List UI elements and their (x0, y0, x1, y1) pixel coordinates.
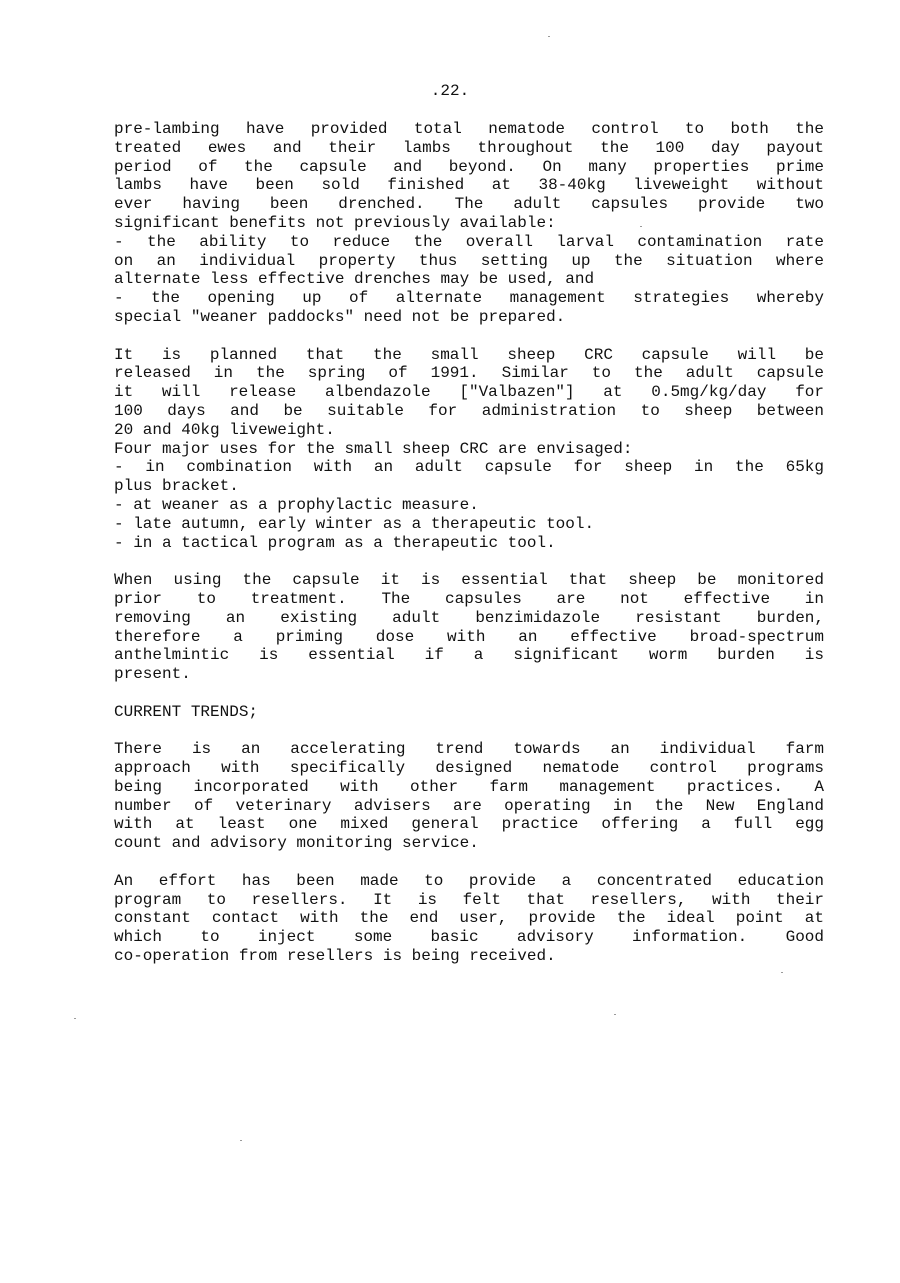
text-line: prior to treatment. The capsules are not effective in (114, 589, 824, 608)
text-line: alternate less effective drenches may be used, and (114, 270, 595, 289)
text-line: approach with specifically designed nematode control programs (114, 759, 824, 778)
text-line: therefore a priming dose with an effective broad-spectrum (114, 627, 824, 646)
text-line: with at least one mixed general practice offering a full egg (114, 815, 824, 834)
text-line: ever having been drenched. The adult capsules provide two (114, 195, 824, 214)
scan-speck (614, 1014, 616, 1015)
text-line: being incorporated with other farm management practices. A (114, 777, 824, 796)
text-line: released in the spring of 1991. Similar to the adult capsule (114, 364, 824, 383)
text-line: - late autumn, early winter as a therapeutic tool. (114, 514, 595, 533)
text-line: period of the capsule and beyond. On many properties prime (114, 157, 824, 176)
document-body (114, 120, 824, 966)
text-line: constant contact with the end user, provide the ideal point at (114, 909, 824, 928)
text-line: removing an existing adult benzimidazole resistant burden, (114, 608, 824, 627)
text-line: - at weaner as a prophylactic measure. (114, 495, 479, 514)
text-line: number of veterinary advisers are operating in the New England (114, 796, 824, 815)
text-line: - in combination with an adult capsule for sheep in the 65kg (114, 458, 824, 477)
text-line: lambs have been sold finished at 38-40kg liveweight without (114, 176, 824, 195)
text-line: co-operation from resellers is being received. (114, 947, 556, 966)
text-line: anthelmintic is essential if a significant worm burden is (114, 646, 824, 665)
text-line: on an individual property thus setting up the situation where (114, 251, 824, 270)
text-line: - the opening up of alternate management strategies whereby (114, 289, 824, 308)
text-line: An effort has been made to provide a concentrated education (114, 871, 824, 890)
text-line: count and advisory monitoring service. (114, 834, 479, 853)
text-line: present. (114, 665, 191, 684)
text-line: it will release albendazole ["Valbazen"] at 0.5mg/kg/day for (114, 383, 824, 402)
text-line: 20 and 40kg liveweight. (114, 420, 335, 439)
scan-speck (548, 36, 550, 37)
text-line: program to resellers. It is felt that resellers, with their (114, 890, 824, 909)
paragraph-current-trends (114, 740, 824, 853)
text-line: - the ability to reduce the overall larval contamination rate (114, 232, 824, 251)
text-line: significant benefits not previously available: (114, 213, 556, 232)
text-line: - in a tactical program as a therapeutic tool. (114, 533, 556, 552)
paragraph-capsule-monitoring (114, 571, 824, 684)
paragraph-small-sheep-capsule (114, 346, 824, 553)
text-line: treated ewes and their lambs throughout the 100 day payout (114, 138, 824, 157)
scan-speck (640, 226, 642, 227)
scan-speck (781, 972, 783, 973)
scan-speck (74, 1018, 76, 1019)
scan-speck (240, 1140, 242, 1141)
paragraph-capsule-benefits (114, 120, 824, 327)
text-line: 100 days and be suitable for administration to sheep between (114, 401, 824, 420)
paragraph-reseller-education (114, 872, 824, 966)
text-line: Four major uses for the small sheep CRC are envisaged: (114, 439, 633, 458)
text-line: pre-lambing have provided total nematode control to both the (114, 120, 824, 138)
text-line: plus bracket. (114, 477, 239, 496)
section-heading-text: CURRENT TRENDS; (114, 702, 259, 721)
text-line: When using the capsule it is essential that sheep be monitored (114, 571, 824, 590)
page-number: .22. (430, 82, 470, 100)
text-line: It is planned that the small sheep CRC capsule will be (114, 345, 824, 364)
text-line: There is an accelerating trend towards an individual farm (114, 740, 824, 759)
text-line: special "weaner paddocks" need not be prepared. (114, 307, 566, 326)
section-heading (114, 703, 824, 722)
text-line: which to inject some basic advisory information. Good (114, 928, 824, 947)
